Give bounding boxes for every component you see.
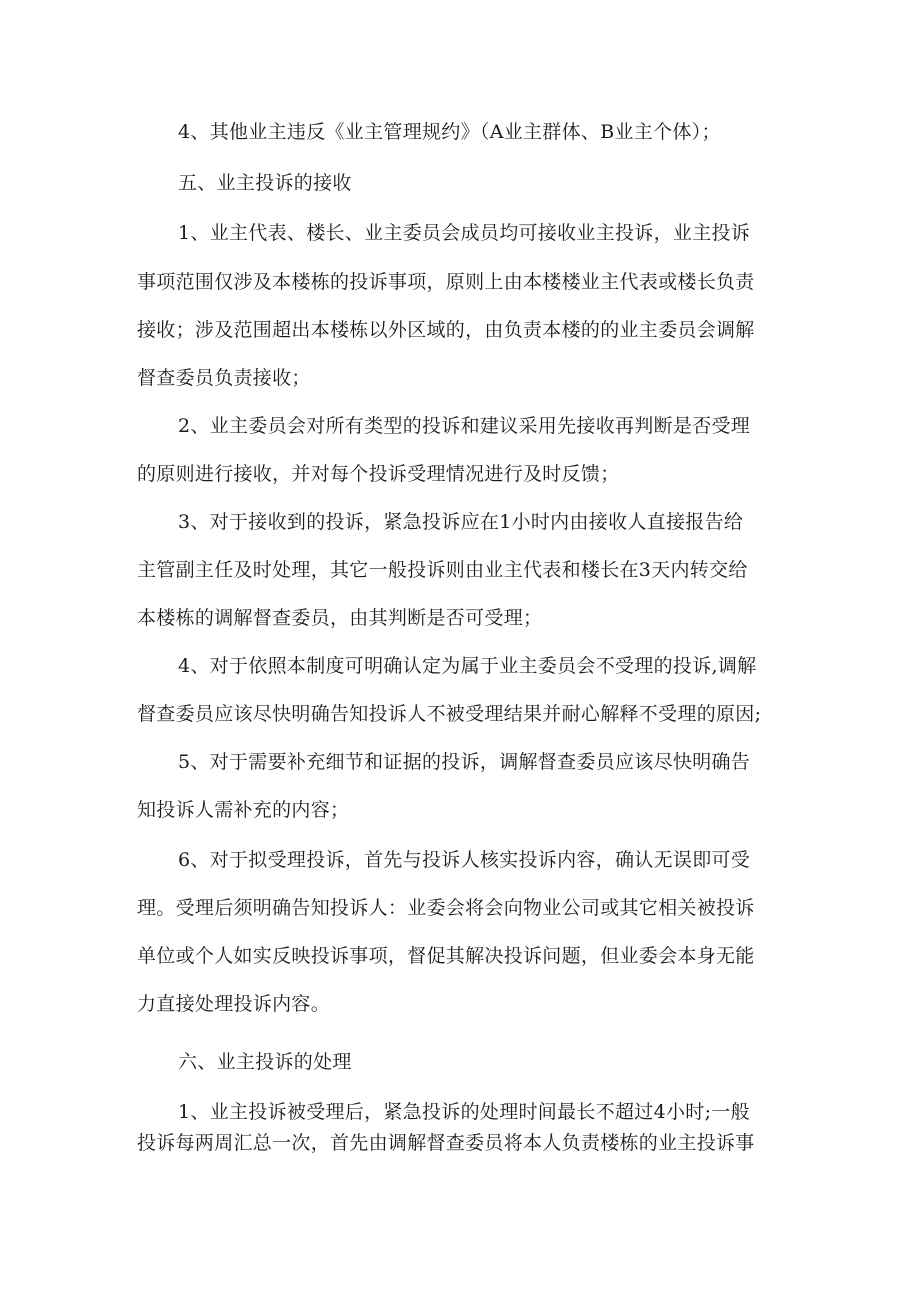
section-heading: 五、业主投诉的接收	[178, 172, 352, 194]
paragraph-line: 力直接处理投诉内容。	[137, 993, 331, 1015]
paragraph-line: 督查委员应该尽快明确告知投诉人不被受理结果并耐心解释不受理的原因;	[137, 703, 762, 725]
paragraph-line: 投诉每两周汇总一次，首先由调解督查委员将本人负责楼栋的业主投诉事	[137, 1132, 755, 1154]
paragraph-line: 本楼栋的调解督查委员，由其判断是否可受理；	[137, 607, 543, 629]
paragraph-line: 单位或个人如实反映投诉事项，督促其解决投诉问题，但业委会本身无能	[137, 945, 755, 967]
paragraph-line: 主管副主任及时处理，其它一般投诉则由业主代表和楼长在3天内转交给	[137, 559, 748, 581]
paragraph-line: 接收；涉及范围超出本楼栋以外区域的，由负责本楼的的业主委员会调解	[137, 319, 755, 341]
paragraph-line: 2、业主委员会对所有类型的投诉和建议采用先接收再判断是否受理	[178, 415, 751, 437]
paragraph-line: 知投诉人需补充的内容；	[137, 799, 350, 821]
paragraph-line: 1、业主代表、楼长、业主委员会成员均可接收业主投诉，业主投诉	[178, 222, 751, 244]
paragraph-line: 6、对于拟受理投诉，首先与投诉人核实投诉内容，确认无误即可受	[178, 849, 751, 871]
paragraph-line: 督查委员负责接收；	[137, 367, 311, 389]
paragraph-line: 1、业主投诉被受理后，紧急投诉的处理时间最长不超过4小时;一般	[178, 1101, 750, 1123]
paragraph-line: 的原则进行接收，并对每个投诉受理情况进行及时反馈；	[137, 463, 620, 485]
paragraph-line: 理。受理后须明确告知投诉人：业委会将会向物业公司或其它相关被投诉	[137, 897, 755, 919]
paragraph-line: 5、对于需要补充细节和证据的投诉，调解督查委员应该尽快明确告	[178, 751, 751, 773]
section-heading: 六、业主投诉的处理	[178, 1051, 352, 1073]
paragraph-line: 3、对于接收到的投诉，紧急投诉应在1小时内由接收人直接报告给	[178, 511, 744, 533]
list-item: 4、其他业主违反《业主管理规约》（A业主群体、B业主个体）；	[178, 121, 721, 143]
paragraph-line: 事项范围仅涉及本楼栋的投诉事项，原则上由本楼楼业主代表或楼长负责	[137, 271, 755, 293]
paragraph-line: 4、对于依照本制度可明确认定为属于业主委员会不受理的投诉,调解	[178, 655, 757, 677]
